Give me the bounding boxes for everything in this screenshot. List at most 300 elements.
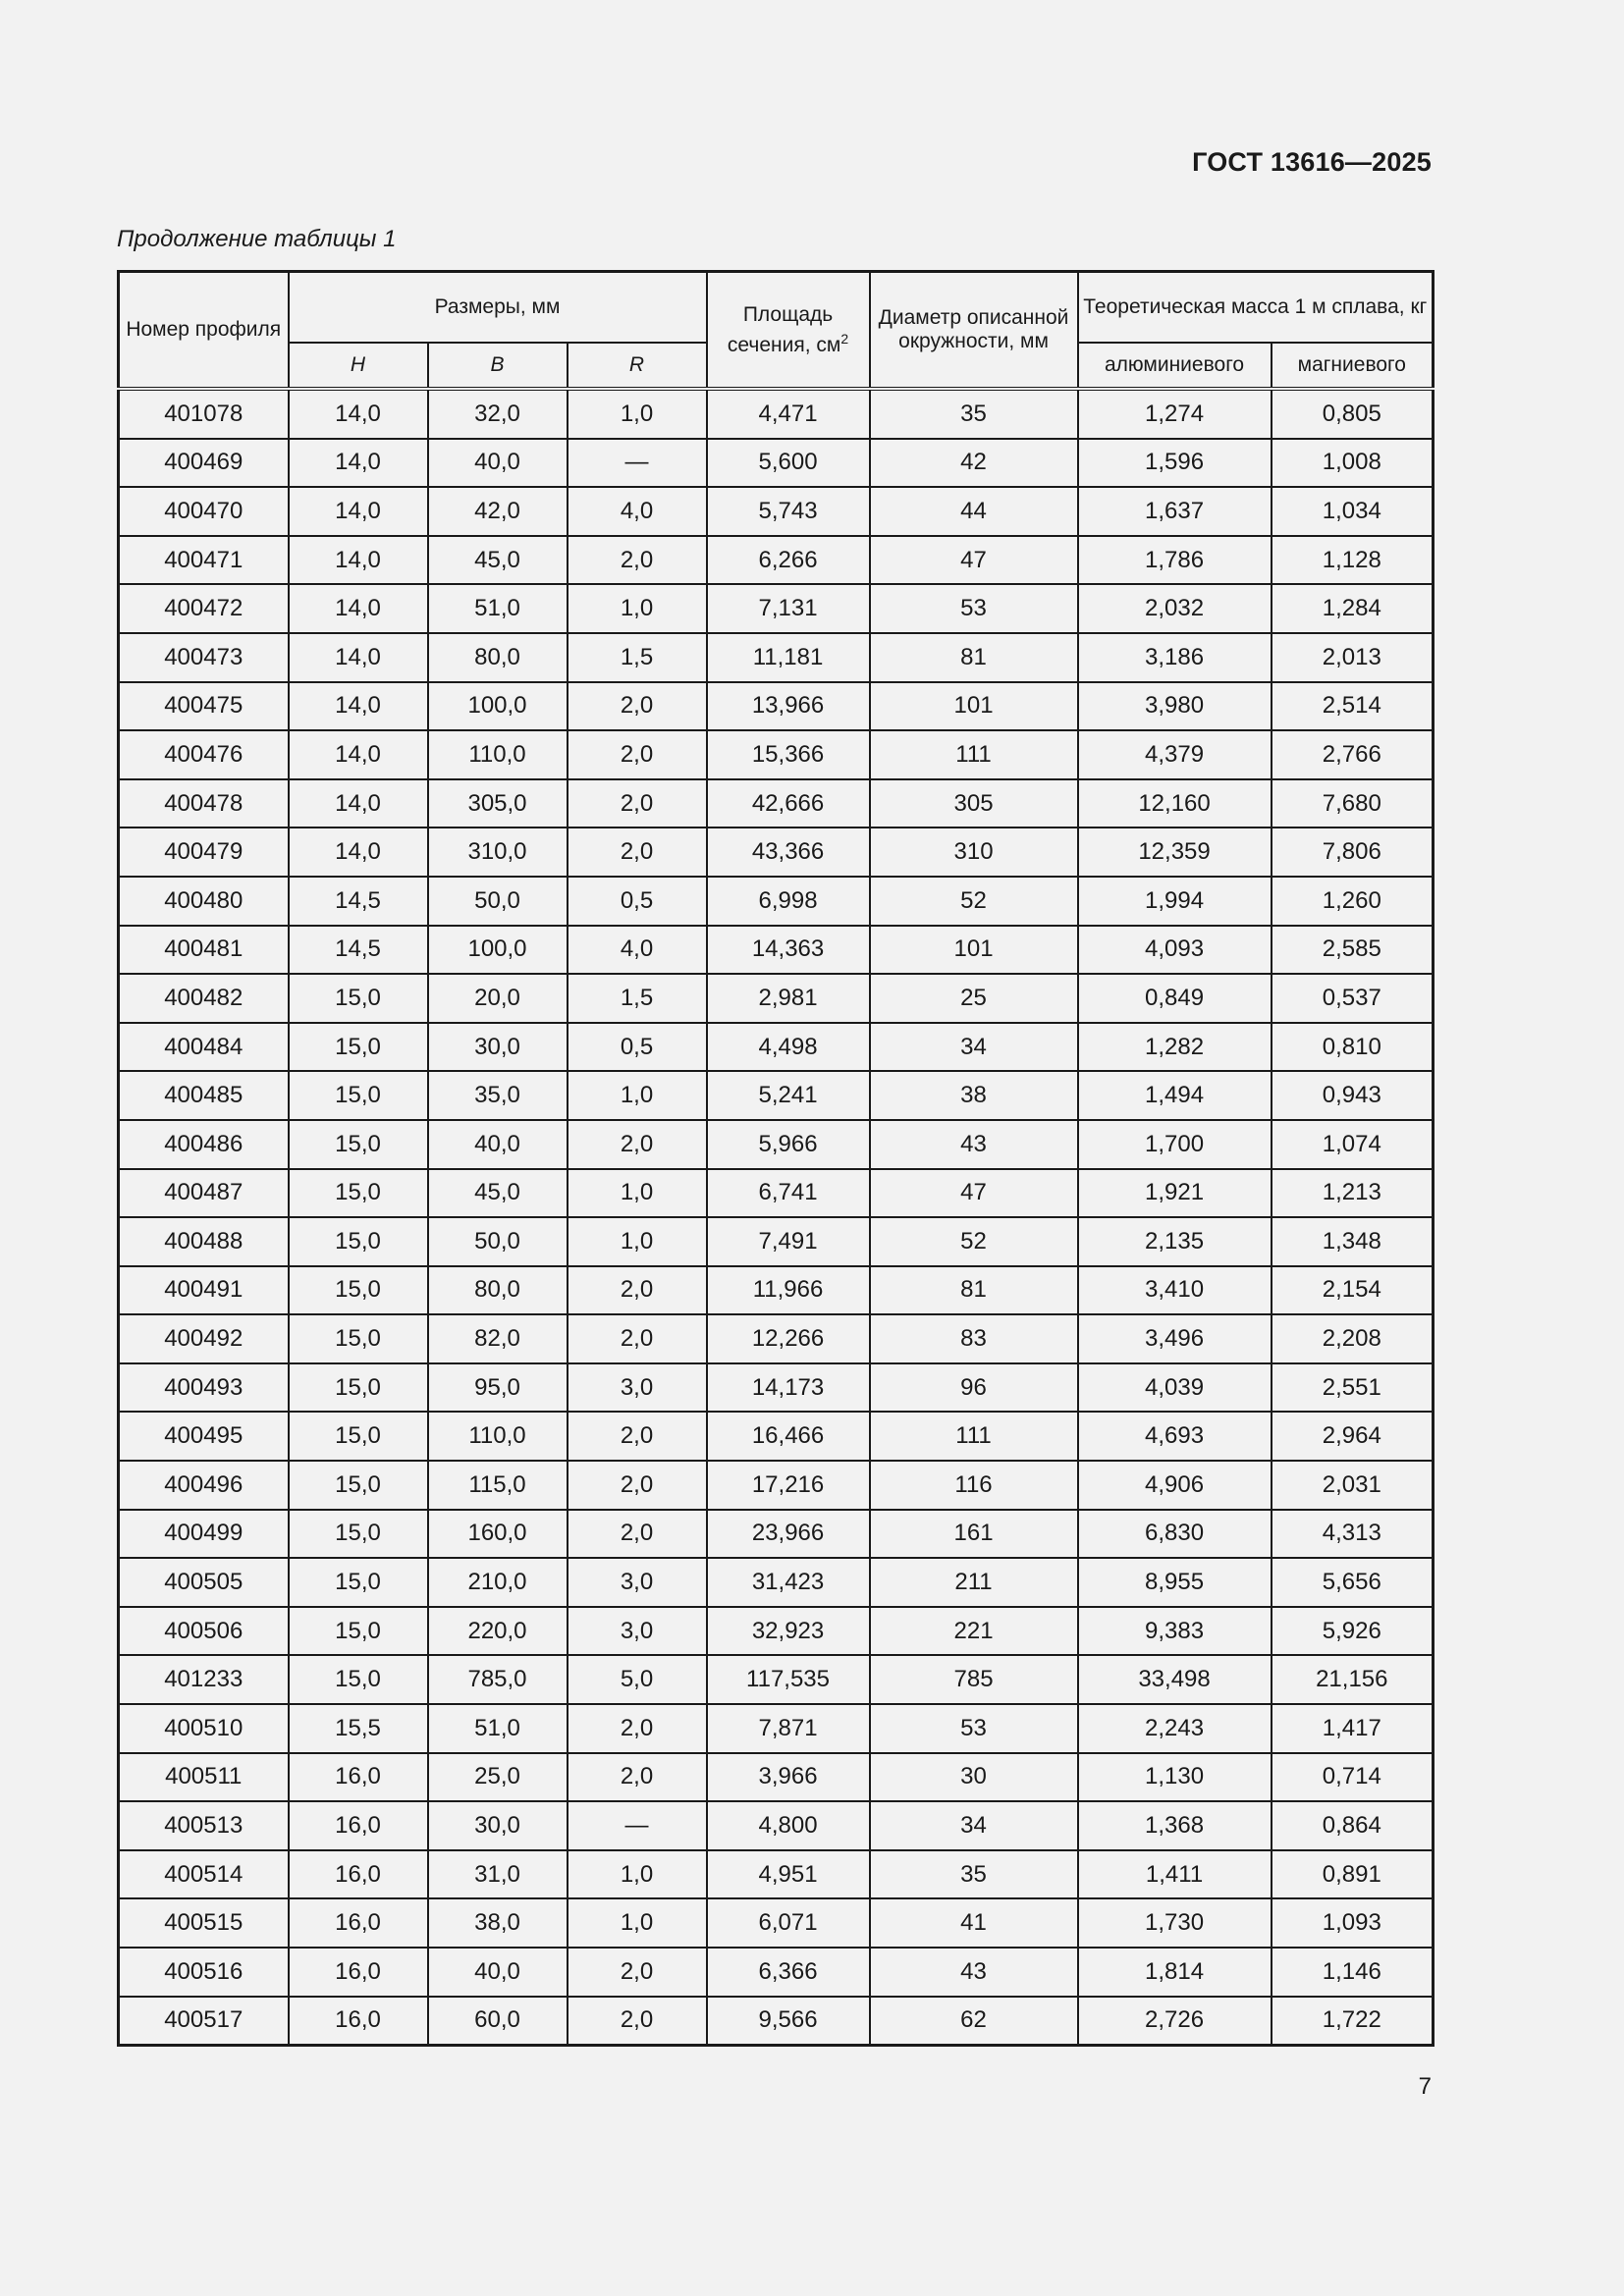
diameter-cell: 25 [870,974,1078,1023]
b-cell: 42,0 [428,487,568,536]
magnesium-mass-cell: 1,008 [1272,439,1434,488]
h-cell: 15,0 [289,1023,428,1072]
area-cell: 4,471 [707,389,870,439]
r-cell: 3,0 [568,1558,707,1607]
h-cell: 15,0 [289,1510,428,1559]
diameter-cell: 52 [870,1217,1078,1266]
diameter-cell: 83 [870,1314,1078,1363]
b-cell: 51,0 [428,584,568,633]
r-cell: 1,0 [568,1850,707,1899]
b-cell: 25,0 [428,1753,568,1802]
h-cell: 15,0 [289,974,428,1023]
area-cell: 6,998 [707,877,870,926]
profile-number-cell: 400514 [119,1850,289,1899]
diameter-cell: 34 [870,1023,1078,1072]
profile-number-cell: 400470 [119,487,289,536]
h-cell: 14,0 [289,584,428,633]
aluminum-mass-cell: 4,093 [1078,926,1272,975]
diameter-cell: 44 [870,487,1078,536]
table-row [119,439,1434,488]
aluminum-mass-cell: 3,410 [1078,1266,1272,1315]
diameter-cell: 62 [870,1997,1078,2046]
b-cell: 40,0 [428,1120,568,1169]
table-row [119,1217,1434,1266]
diameter-cell: 53 [870,1704,1078,1753]
diameter-cell: 35 [870,389,1078,439]
table-row [119,926,1434,975]
profile-number-cell: 400516 [119,1948,289,1997]
h-cell: 15,0 [289,1314,428,1363]
diameter-cell: 81 [870,633,1078,682]
diameter-cell: 785 [870,1655,1078,1704]
h-cell: 14,0 [289,389,428,439]
area-cell: 4,951 [707,1850,870,1899]
h-cell: 14,0 [289,487,428,536]
b-cell: 115,0 [428,1461,568,1510]
h-cell: 14,5 [289,877,428,926]
r-cell: 2,0 [568,536,707,585]
aluminum-mass-cell: 1,130 [1078,1753,1272,1802]
r-cell: 2,0 [568,1266,707,1315]
h-cell: 14,0 [289,682,428,731]
table-row [119,1461,1434,1510]
magnesium-mass-cell: 7,680 [1272,779,1434,828]
r-cell: 1,0 [568,1071,707,1120]
aluminum-mass-cell: 1,730 [1078,1898,1272,1948]
aluminum-mass-cell: 2,243 [1078,1704,1272,1753]
table-row [119,487,1434,536]
r-cell: 0,5 [568,1023,707,1072]
magnesium-mass-cell: 0,943 [1272,1071,1434,1120]
r-cell: 2,0 [568,1412,707,1461]
table-row [119,1850,1434,1899]
diameter-cell: 38 [870,1071,1078,1120]
aluminum-mass-cell: 1,368 [1078,1801,1272,1850]
diameter-cell: 30 [870,1753,1078,1802]
table-body [119,389,1434,2046]
h-cell: 15,0 [289,1363,428,1413]
profile-number-cell: 400505 [119,1558,289,1607]
table-row [119,877,1434,926]
profiles-table [117,270,1435,2047]
r-cell: 2,0 [568,1461,707,1510]
h-cell: 14,0 [289,633,428,682]
profile-number-cell: 400499 [119,1510,289,1559]
r-cell: 1,0 [568,1898,707,1948]
b-cell: 20,0 [428,974,568,1023]
r-cell: 2,0 [568,1704,707,1753]
aluminum-mass-cell: 3,186 [1078,633,1272,682]
b-cell: 305,0 [428,779,568,828]
aluminum-mass-cell: 1,411 [1078,1850,1272,1899]
area-cell: 9,566 [707,1997,870,2046]
r-cell: 5,0 [568,1655,707,1704]
diameter-cell: 111 [870,1412,1078,1461]
b-cell: 45,0 [428,536,568,585]
header-diameter: Диаметр описанной окружности, мм [870,272,1078,390]
area-cell: 5,966 [707,1120,870,1169]
r-cell: 2,0 [568,1314,707,1363]
magnesium-mass-cell: 1,213 [1272,1169,1434,1218]
profile-number-cell: 400471 [119,536,289,585]
header-area [707,272,870,390]
b-cell: 38,0 [428,1898,568,1948]
aluminum-mass-cell: 4,906 [1078,1461,1272,1510]
h-cell: 16,0 [289,1997,428,2046]
diameter-cell: 111 [870,730,1078,779]
area-cell: 6,741 [707,1169,870,1218]
magnesium-mass-cell: 2,585 [1272,926,1434,975]
r-cell: 2,0 [568,779,707,828]
r-cell: 1,0 [568,1217,707,1266]
aluminum-mass-cell: 1,814 [1078,1948,1272,1997]
h-cell: 15,0 [289,1461,428,1510]
h-cell: 15,0 [289,1120,428,1169]
diameter-cell: 34 [870,1801,1078,1850]
diameter-cell: 52 [870,877,1078,926]
table-row [119,1412,1434,1461]
diameter-cell: 96 [870,1363,1078,1413]
profile-number-cell: 400482 [119,974,289,1023]
profile-number-cell: 400476 [119,730,289,779]
h-cell: 15,0 [289,1217,428,1266]
aluminum-mass-cell: 1,494 [1078,1071,1272,1120]
magnesium-mass-cell: 0,805 [1272,389,1434,439]
diameter-cell: 47 [870,1169,1078,1218]
aluminum-mass-cell: 1,700 [1078,1120,1272,1169]
magnesium-mass-cell: 0,891 [1272,1850,1434,1899]
header-dimensions: Размеры, мм [289,272,707,344]
r-cell: 0,5 [568,877,707,926]
h-cell: 16,0 [289,1850,428,1899]
r-cell: — [568,439,707,488]
page-number: 7 [1418,2073,1432,2100]
profile-number-cell: 400493 [119,1363,289,1413]
table-row [119,682,1434,731]
area-cell: 11,966 [707,1266,870,1315]
table-caption: Продолжение таблицы 1 [117,226,397,252]
b-cell: 95,0 [428,1363,568,1413]
magnesium-mass-cell: 2,154 [1272,1266,1434,1315]
area-cell: 5,600 [707,439,870,488]
r-cell: 1,5 [568,633,707,682]
magnesium-mass-cell: 2,964 [1272,1412,1434,1461]
area-cell: 32,923 [707,1607,870,1656]
r-cell: 2,0 [568,730,707,779]
diameter-cell: 310 [870,828,1078,877]
magnesium-mass-cell: 5,656 [1272,1558,1434,1607]
aluminum-mass-cell: 8,955 [1078,1558,1272,1607]
b-cell: 110,0 [428,730,568,779]
aluminum-mass-cell: 2,135 [1078,1217,1272,1266]
table-row [119,1314,1434,1363]
magnesium-mass-cell: 2,514 [1272,682,1434,731]
b-cell: 80,0 [428,1266,568,1315]
header-theoretical-mass: Теоретическая масса 1 м сплава, кг [1078,272,1434,344]
diameter-cell: 221 [870,1607,1078,1656]
magnesium-mass-cell: 1,722 [1272,1997,1434,2046]
h-cell: 15,0 [289,1266,428,1315]
magnesium-mass-cell: 1,284 [1272,584,1434,633]
h-cell: 14,5 [289,926,428,975]
header-area-label: Площадь сечения, см [727,302,841,356]
aluminum-mass-cell: 3,496 [1078,1314,1272,1363]
r-cell: 4,0 [568,487,707,536]
r-cell: 1,0 [568,584,707,633]
magnesium-mass-cell: 1,260 [1272,877,1434,926]
table-row [119,828,1434,877]
profiles-table-container [117,270,1432,2047]
b-cell: 210,0 [428,1558,568,1607]
magnesium-mass-cell: 2,551 [1272,1363,1434,1413]
area-cell: 3,966 [707,1753,870,1802]
table-row [119,1023,1434,1072]
aluminum-mass-cell: 12,160 [1078,779,1272,828]
area-cell: 5,241 [707,1071,870,1120]
area-cell: 6,266 [707,536,870,585]
aluminum-mass-cell: 9,383 [1078,1607,1272,1656]
magnesium-mass-cell: 1,074 [1272,1120,1434,1169]
aluminum-mass-cell: 33,498 [1078,1655,1272,1704]
diameter-cell: 35 [870,1850,1078,1899]
profile-number-cell: 400492 [119,1314,289,1363]
profile-number-cell: 400481 [119,926,289,975]
profile-number-cell: 401078 [119,389,289,439]
r-cell: — [568,1801,707,1850]
table-header [119,272,1434,390]
diameter-cell: 53 [870,584,1078,633]
h-cell: 14,0 [289,779,428,828]
h-cell: 14,0 [289,439,428,488]
document-code: ГОСТ 13616—2025 [1192,147,1432,177]
table-row [119,536,1434,585]
area-cell: 13,966 [707,682,870,731]
table-row [119,389,1434,439]
h-cell: 15,0 [289,1412,428,1461]
r-cell: 2,0 [568,1120,707,1169]
area-cell: 23,966 [707,1510,870,1559]
b-cell: 60,0 [428,1997,568,2046]
h-cell: 15,0 [289,1558,428,1607]
area-cell: 4,498 [707,1023,870,1072]
table-row [119,1363,1434,1413]
magnesium-mass-cell: 2,766 [1272,730,1434,779]
h-cell: 16,0 [289,1948,428,1997]
area-cell: 14,363 [707,926,870,975]
profile-number-cell: 400486 [119,1120,289,1169]
h-cell: 14,0 [289,730,428,779]
area-cell: 2,981 [707,974,870,1023]
b-cell: 32,0 [428,389,568,439]
b-cell: 31,0 [428,1850,568,1899]
profile-number-cell: 400515 [119,1898,289,1948]
h-cell: 16,0 [289,1753,428,1802]
aluminum-mass-cell: 4,379 [1078,730,1272,779]
aluminum-mass-cell: 1,994 [1078,877,1272,926]
b-cell: 40,0 [428,1948,568,1997]
header-profile-number: Номер профиля [119,272,289,390]
aluminum-mass-cell: 1,282 [1078,1023,1272,1072]
h-cell: 14,0 [289,828,428,877]
profile-number-cell: 400484 [119,1023,289,1072]
profile-number-cell: 400510 [119,1704,289,1753]
b-cell: 35,0 [428,1071,568,1120]
table-row [119,779,1434,828]
diameter-cell: 116 [870,1461,1078,1510]
h-cell: 16,0 [289,1801,428,1850]
magnesium-mass-cell: 1,093 [1272,1898,1434,1948]
r-cell: 3,0 [568,1363,707,1413]
aluminum-mass-cell: 6,830 [1078,1510,1272,1559]
profile-number-cell: 400487 [119,1169,289,1218]
diameter-cell: 41 [870,1898,1078,1948]
r-cell: 2,0 [568,1510,707,1559]
table-row [119,1898,1434,1948]
h-cell: 14,0 [289,536,428,585]
h-cell: 15,0 [289,1607,428,1656]
magnesium-mass-cell: 21,156 [1272,1655,1434,1704]
header-aluminum: алюминиевого [1078,343,1272,389]
diameter-cell: 305 [870,779,1078,828]
profile-number-cell: 400488 [119,1217,289,1266]
r-cell: 3,0 [568,1607,707,1656]
profile-number-cell: 400478 [119,779,289,828]
area-cell: 43,366 [707,828,870,877]
profile-number-cell: 400480 [119,877,289,926]
area-cell: 16,466 [707,1412,870,1461]
b-cell: 50,0 [428,877,568,926]
diameter-cell: 101 [870,926,1078,975]
diameter-cell: 211 [870,1558,1078,1607]
table-row [119,1169,1434,1218]
area-cell: 7,131 [707,584,870,633]
table-row [119,730,1434,779]
b-cell: 51,0 [428,1704,568,1753]
area-cell: 117,535 [707,1655,870,1704]
table-row [119,1266,1434,1315]
b-cell: 50,0 [428,1217,568,1266]
header-r: R [568,343,707,389]
b-cell: 310,0 [428,828,568,877]
area-cell: 5,743 [707,487,870,536]
magnesium-mass-cell: 1,348 [1272,1217,1434,1266]
aluminum-mass-cell: 2,726 [1078,1997,1272,2046]
r-cell: 2,0 [568,1948,707,1997]
aluminum-mass-cell: 1,274 [1078,389,1272,439]
aluminum-mass-cell: 4,039 [1078,1363,1272,1413]
magnesium-mass-cell: 1,128 [1272,536,1434,585]
r-cell: 2,0 [568,828,707,877]
b-cell: 785,0 [428,1655,568,1704]
diameter-cell: 47 [870,536,1078,585]
r-cell: 2,0 [568,1753,707,1802]
profile-number-cell: 400472 [119,584,289,633]
table-row [119,1655,1434,1704]
b-cell: 110,0 [428,1412,568,1461]
area-cell: 4,800 [707,1801,870,1850]
r-cell: 4,0 [568,926,707,975]
aluminum-mass-cell: 2,032 [1078,584,1272,633]
magnesium-mass-cell: 1,417 [1272,1704,1434,1753]
h-cell: 15,0 [289,1169,428,1218]
diameter-cell: 43 [870,1948,1078,1997]
magnesium-mass-cell: 0,864 [1272,1801,1434,1850]
diameter-cell: 101 [870,682,1078,731]
profile-number-cell: 400473 [119,633,289,682]
header-h: H [289,343,428,389]
profile-number-cell: 401233 [119,1655,289,1704]
magnesium-mass-cell: 2,031 [1272,1461,1434,1510]
b-cell: 220,0 [428,1607,568,1656]
profile-number-cell: 400517 [119,1997,289,2046]
r-cell: 1,5 [568,974,707,1023]
table-row [119,633,1434,682]
header-area-superscript: 2 [840,330,849,347]
magnesium-mass-cell: 7,806 [1272,828,1434,877]
aluminum-mass-cell: 0,849 [1078,974,1272,1023]
diameter-cell: 161 [870,1510,1078,1559]
aluminum-mass-cell: 1,921 [1078,1169,1272,1218]
area-cell: 42,666 [707,779,870,828]
b-cell: 160,0 [428,1510,568,1559]
area-cell: 17,216 [707,1461,870,1510]
profile-number-cell: 400495 [119,1412,289,1461]
area-cell: 7,871 [707,1704,870,1753]
profile-number-cell: 400511 [119,1753,289,1802]
h-cell: 15,0 [289,1655,428,1704]
diameter-cell: 42 [870,439,1078,488]
area-cell: 12,266 [707,1314,870,1363]
profile-number-cell: 400479 [119,828,289,877]
profile-number-cell: 400506 [119,1607,289,1656]
b-cell: 82,0 [428,1314,568,1363]
area-cell: 31,423 [707,1558,870,1607]
table-row [119,1607,1434,1656]
area-cell: 6,071 [707,1898,870,1948]
r-cell: 2,0 [568,682,707,731]
aluminum-mass-cell: 12,359 [1078,828,1272,877]
b-cell: 100,0 [428,926,568,975]
header-b: B [428,343,568,389]
b-cell: 30,0 [428,1023,568,1072]
b-cell: 30,0 [428,1801,568,1850]
aluminum-mass-cell: 1,786 [1078,536,1272,585]
area-cell: 7,491 [707,1217,870,1266]
diameter-cell: 81 [870,1266,1078,1315]
table-row [119,1948,1434,1997]
h-cell: 15,0 [289,1071,428,1120]
aluminum-mass-cell: 3,980 [1078,682,1272,731]
aluminum-mass-cell: 1,596 [1078,439,1272,488]
profile-number-cell: 400469 [119,439,289,488]
h-cell: 16,0 [289,1898,428,1948]
diameter-cell: 43 [870,1120,1078,1169]
magnesium-mass-cell: 2,208 [1272,1314,1434,1363]
r-cell: 1,0 [568,1169,707,1218]
r-cell: 1,0 [568,389,707,439]
area-cell: 14,173 [707,1363,870,1413]
area-cell: 11,181 [707,633,870,682]
header-magnesium: магниевого [1272,343,1434,389]
aluminum-mass-cell: 4,693 [1078,1412,1272,1461]
profile-number-cell: 400491 [119,1266,289,1315]
magnesium-mass-cell: 0,714 [1272,1753,1434,1802]
magnesium-mass-cell: 0,537 [1272,974,1434,1023]
magnesium-mass-cell: 1,146 [1272,1948,1434,1997]
table-row [119,1120,1434,1169]
profile-number-cell: 400485 [119,1071,289,1120]
area-cell: 6,366 [707,1948,870,1997]
